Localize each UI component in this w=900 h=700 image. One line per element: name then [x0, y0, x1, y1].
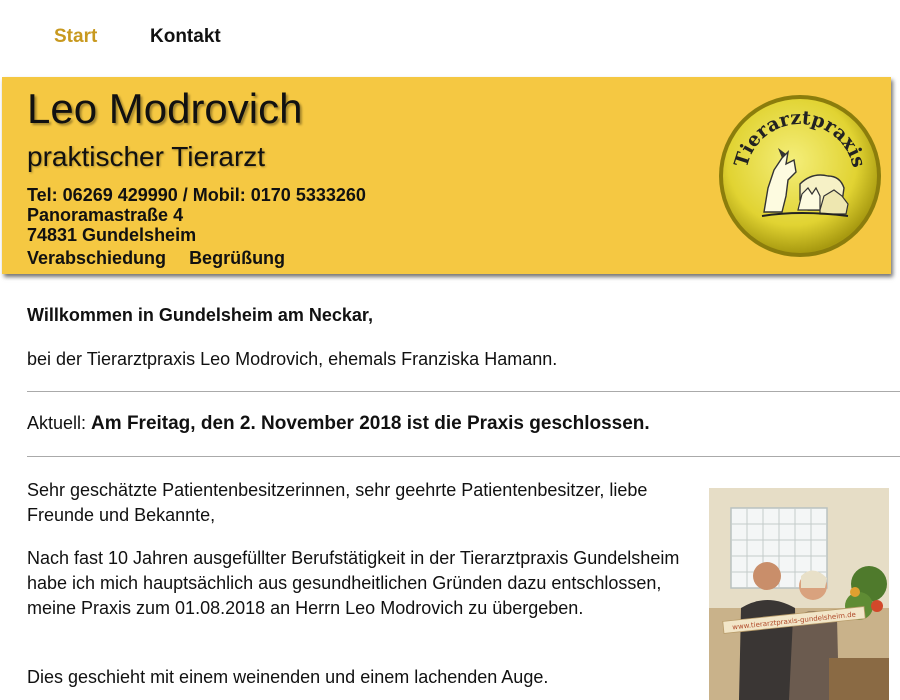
link-verabschiedung[interactable]: Verabschiedung [27, 248, 167, 268]
paragraph-closing: Dies geschieht mit einem weinenden und einem lachenden Auge. [27, 667, 549, 687]
header-links [27, 248, 303, 269]
news-line [27, 413, 650, 435]
practice-owner-name: Leo Modrovich [27, 85, 303, 132]
nav-kontakt-link[interactable]: Kontakt [150, 26, 221, 47]
svg-text:Tierarztpraxis: Tierarztpraxis [730, 106, 870, 170]
handover-photo [709, 488, 889, 700]
paragraph-greeting: Sehr geschätzte Patientenbesitzerinnen, sehr geehrte Patientenbesitzer, liebe Freunde und Bekannte, [27, 480, 648, 525]
news-label: Aktuell: [27, 413, 87, 433]
intro-text: bei der Tierarztpraxis Leo Modrovich, ehemals Franziska Hamann. [27, 349, 558, 369]
tierarztpraxis-logo [716, 92, 884, 260]
link-begruessung[interactable]: Begrüßung [189, 248, 286, 268]
paragraph-handover: Nach fast 10 Jahren ausgefüllter Berufstätigkeit in der Tierarztpraxis Gundelsheim habe ich mich hauptsächlich aus gesundheitlichen Gründen dazu entschlossen, meine Praxis zum 01.08.2018 an Herrn Leo Modrovich zu übergeben. [27, 548, 680, 618]
address-city: 74831 Gundelsheim [27, 225, 197, 245]
address-street: Panoramastraße 4 [27, 205, 184, 225]
svg-text:www.tierarztpraxis-gundelsheim: www.tierarztpraxis-gundelsheim.de [731, 610, 857, 632]
divider [27, 391, 900, 392]
news-text: Am Freitag, den 2. November 2018 ist die Praxis geschlossen. [91, 413, 650, 434]
divider [27, 456, 900, 457]
phone-info: Tel: 06269 429990 / Mobil: 0170 5333260 [27, 185, 366, 205]
welcome-heading: Willkommen in Gundelsheim am Neckar, [27, 305, 373, 325]
top-nav [0, 0, 900, 76]
practice-subtitle: praktischer Tierarzt [27, 141, 266, 172]
nav-start-link[interactable]: Start [54, 26, 98, 47]
header-banner [2, 77, 891, 274]
